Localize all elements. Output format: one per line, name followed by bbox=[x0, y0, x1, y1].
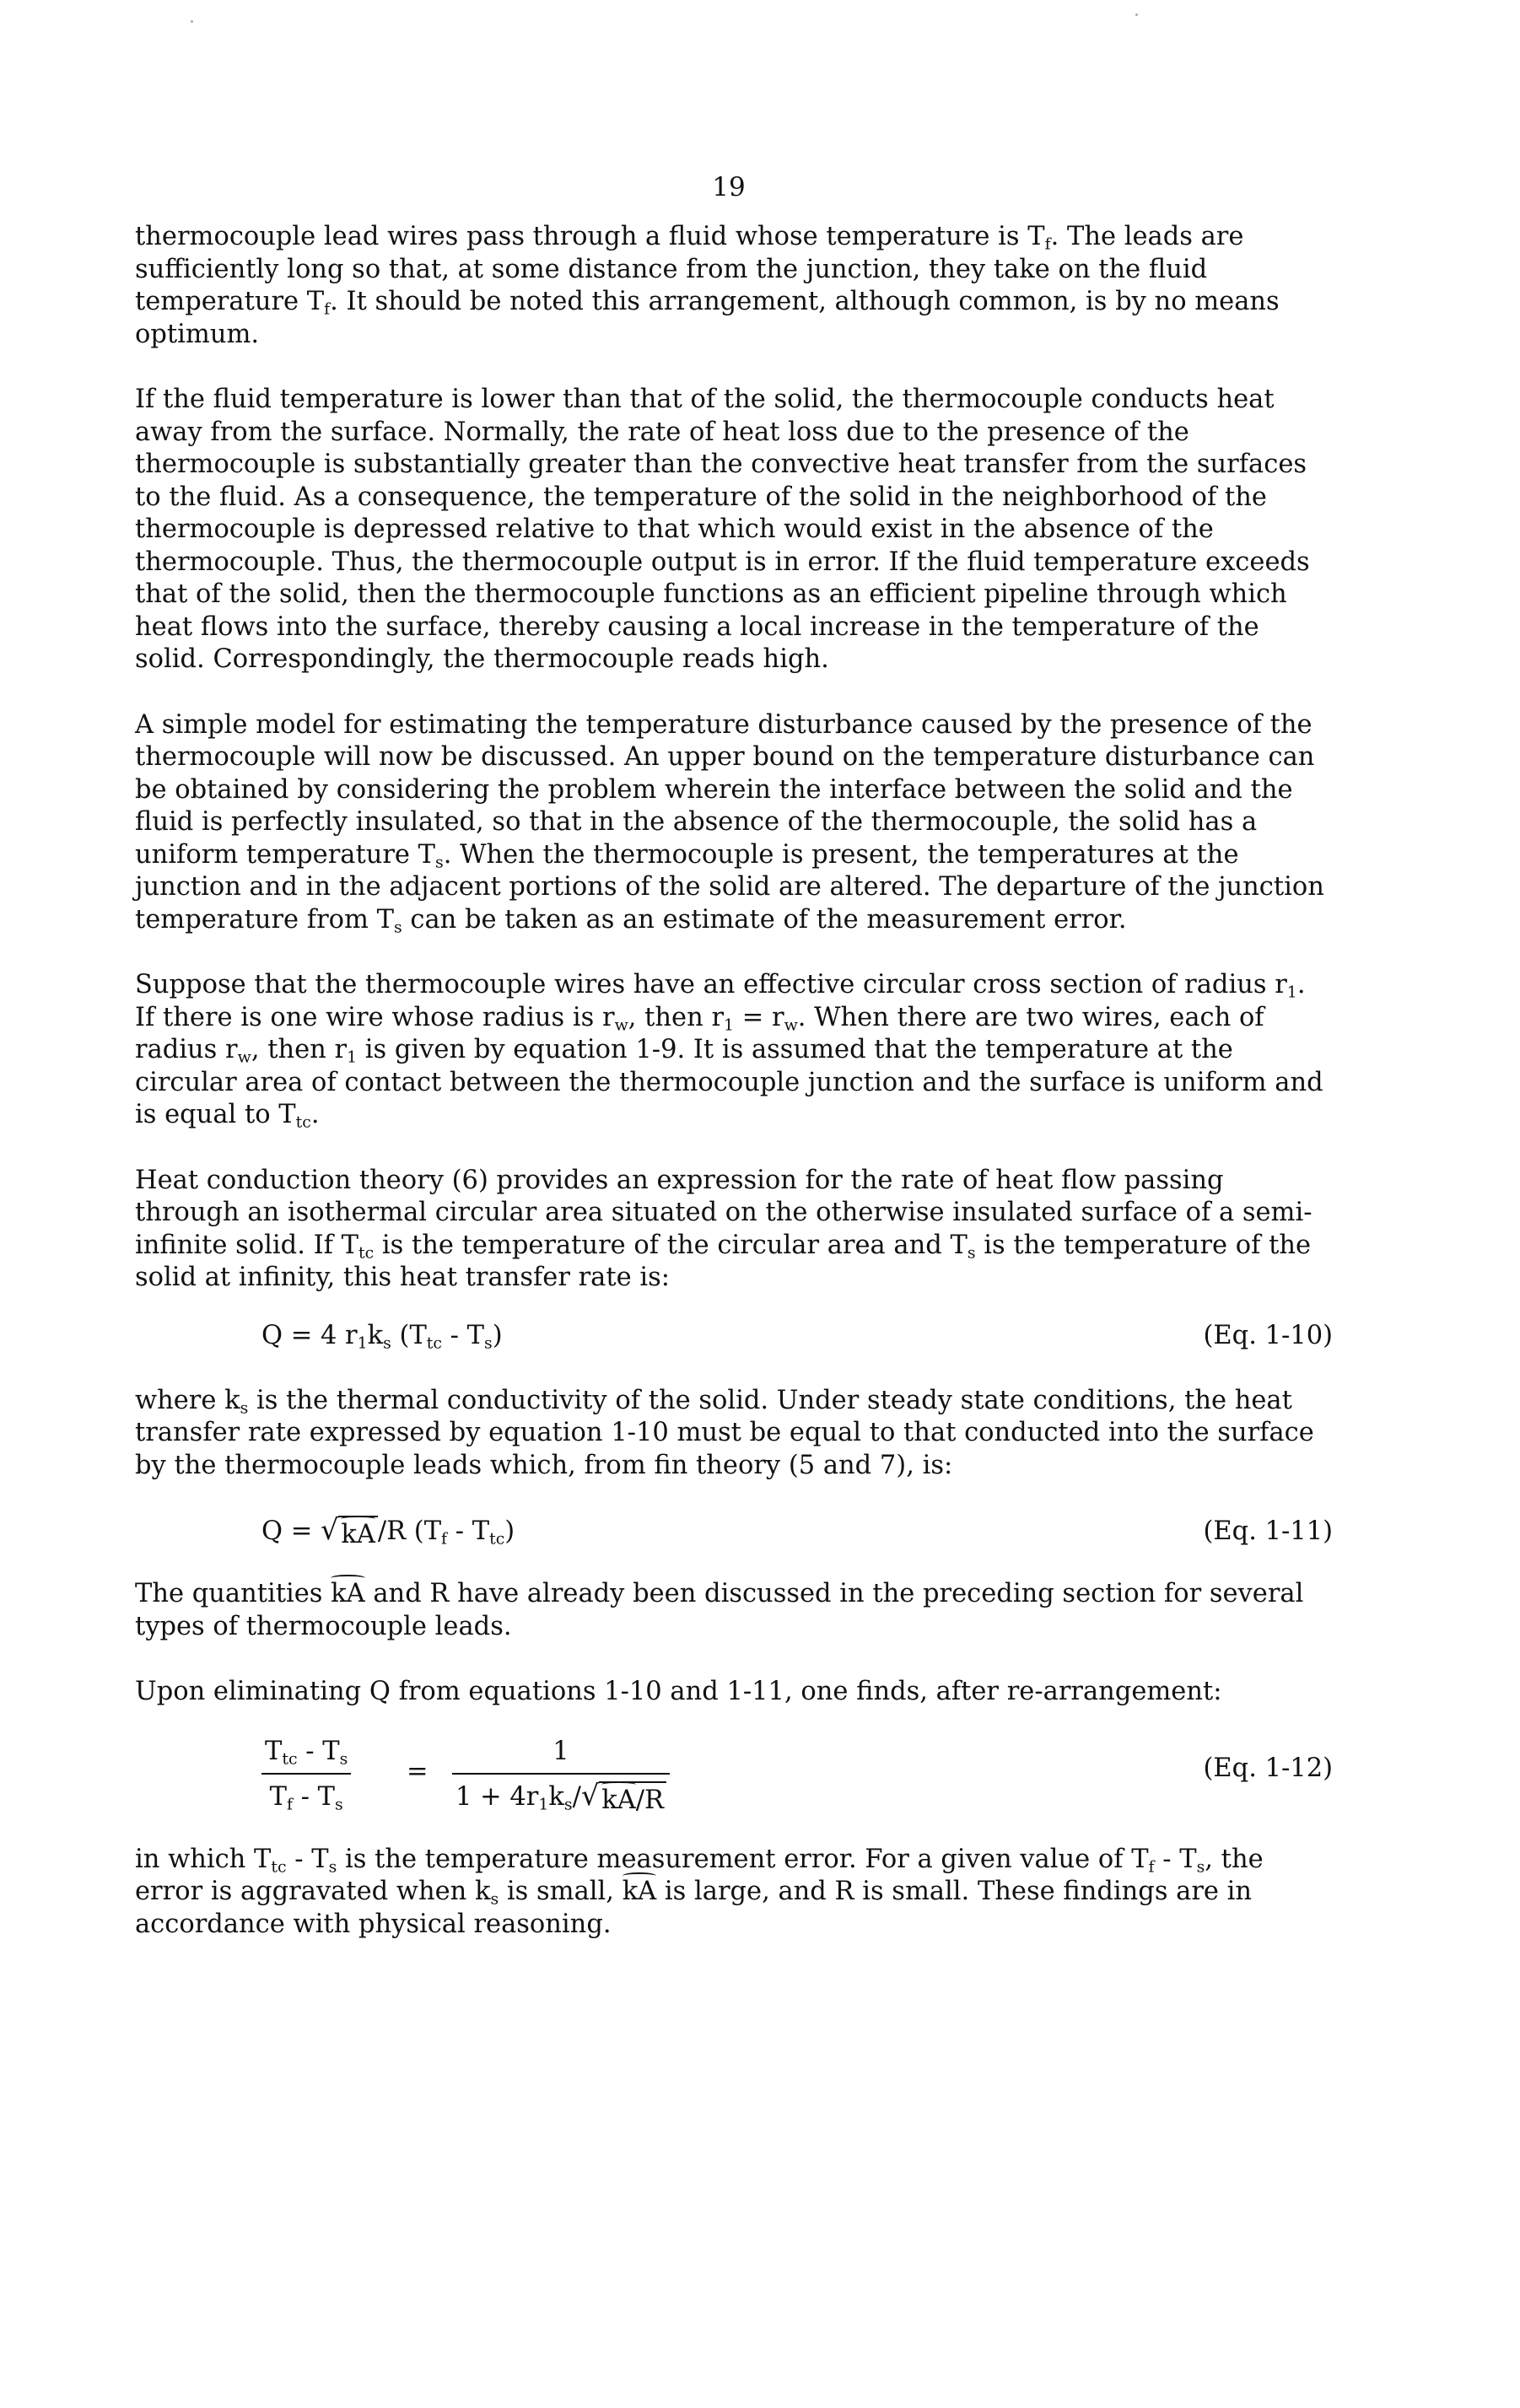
page-number: 19 bbox=[712, 172, 746, 202]
equation-1-12 bbox=[135, 1727, 1333, 1825]
equation-1-10-label: (Eq. 1-10) bbox=[1203, 1320, 1333, 1350]
lhs-numerator: $T_{tc} - T_s$ bbox=[265, 1736, 348, 1769]
equation-1-11-label: (Eq. 1-11) bbox=[1203, 1516, 1333, 1546]
paragraph-1: thermocouple lead wires pass through a fluid whose temperature is $T_f$. The leads are sufficiently long so that, at some distance from the junction, they take on the fluid temperature $T_f$. It should be noted this arrangement, although common, is by no means optimum. bbox=[135, 222, 1280, 349]
ka-symbol: kA bbox=[341, 1519, 375, 1552]
square-root bbox=[320, 1513, 378, 1552]
paragraph-4: Suppose that the thermocouple wires have an effective circular cross section of radius $r_1$. If there is one wire whose radius is $r_w$, then $r_1 = r_w$. When there are two wires, each of radius $r_w$, then $r_1$ is given by equation 1-9. It is assumed that the temperature at the circular area of contact between the thermocouple junction and the surface is uniform and is equal to $T_{tc}$. bbox=[135, 970, 1323, 1132]
paragraph-9: in which $T_{tc} - T_s$ is the temperature measurement error. For a given value of $T_f - T_s$, the error is aggravated when $k_s$ is small, kA is large, and R is small. These findings are in accordance with physical reasoning. bbox=[135, 1844, 1264, 1939]
paragraph-7: The quantities kA and R have already been discussed in the preceding section for several types of thermocouple leads. bbox=[135, 1579, 1304, 1641]
paragraph-5: Heat conduction theory (6) provides an expression for the rate of heat flow passing through an isothermal circular area situated on the otherwise insulated surface of a semi-infinite solid. If $T_{tc}$ is the temperature of the circular area and $T_s$ is the temperature of the solid at infinity, this heat transfer rate is: bbox=[135, 1165, 1312, 1292]
rhs-numerator: 1 bbox=[552, 1736, 569, 1766]
ka-symbol: kA bbox=[623, 1876, 657, 1909]
scan-speck bbox=[1135, 13, 1138, 16]
equation-1-10 bbox=[135, 1313, 1333, 1364]
scan-speck bbox=[191, 20, 193, 23]
radicand: kA/R bbox=[599, 1781, 666, 1818]
lhs-denominator: $T_f - T_s$ bbox=[261, 1773, 351, 1814]
paragraph-3: A simple model for estimating the temperature disturbance caused by the presence of the thermocouple will now be discussed. An upper bound on the temperature disturbance can be obtained by considering the problem wherein the interface between the solid and the fluid is perfectly insulated, so that in the absence of the thermocouple, the solid has a uniform temperature $T_s$. When the thermocouple is present, the temperatures at the junction and in the adjacent portions of the solid are altered. The departure of the junction temperature from $T_s$ can be taken as an estimate of the measurement error. bbox=[135, 709, 1324, 937]
rhs-denominator: $1 + 4r_1k_s/$ √ kA/R bbox=[452, 1773, 670, 1818]
radical-sign: √ bbox=[580, 1779, 600, 1812]
equation-1-12-lhs-fraction bbox=[261, 1736, 351, 1814]
ka-symbol: kA bbox=[601, 1785, 636, 1818]
paragraph-6: where $k_s$ is the thermal conductivity of the solid. Under steady state conditions, the heat transfer rate expressed by equation 1-10 must be equal to that conducted into the surface by the thermocouple leads which, from fin theory (5 and 7), is: bbox=[135, 1385, 1314, 1480]
equation-1-12-rhs-fraction bbox=[452, 1736, 670, 1818]
square-root bbox=[581, 1781, 666, 1818]
equation-1-10-body: Q = 4 $r_1k_s$ $(T_{tc} - T_s)$ bbox=[261, 1320, 503, 1353]
paragraph-8: Upon eliminating Q from equations 1-10 and 1-11, one finds, after re-arrangement: bbox=[135, 1677, 1222, 1706]
ka-symbol: kA bbox=[331, 1578, 365, 1611]
equation-1-11 bbox=[135, 1509, 1333, 1560]
paragraph-2: If the fluid temperature is lower than that of the solid, the thermocouple conducts heat away from the surface. Normally, the rate of heat loss due to the presence of the thermocouple is substantially greater than the convective heat transfer from the surfaces to the fluid. As a consequence, the temperature of the solid in the neighborhood of the thermocouple is depressed relative to that which would exist in the absence of the thermocouple. Thus, the thermocouple output is in error. If the fluid temperature exceeds that of the solid, then the thermocouple functions as an efficient pipeline through which heat flows into the surface, thereby causing a local increase in the temperature of the solid. Correspondingly, the thermocouple reads high. bbox=[135, 385, 1310, 674]
radical-sign: √ bbox=[320, 1513, 339, 1546]
radicand bbox=[338, 1516, 378, 1552]
equation-1-11-body: Q = √ kA /R $(T_f - T_{tc})$ bbox=[261, 1516, 515, 1552]
equals-sign: = bbox=[407, 1756, 429, 1786]
equation-1-12-label: (Eq. 1-12) bbox=[1203, 1753, 1333, 1783]
page-body bbox=[135, 221, 1333, 1974]
